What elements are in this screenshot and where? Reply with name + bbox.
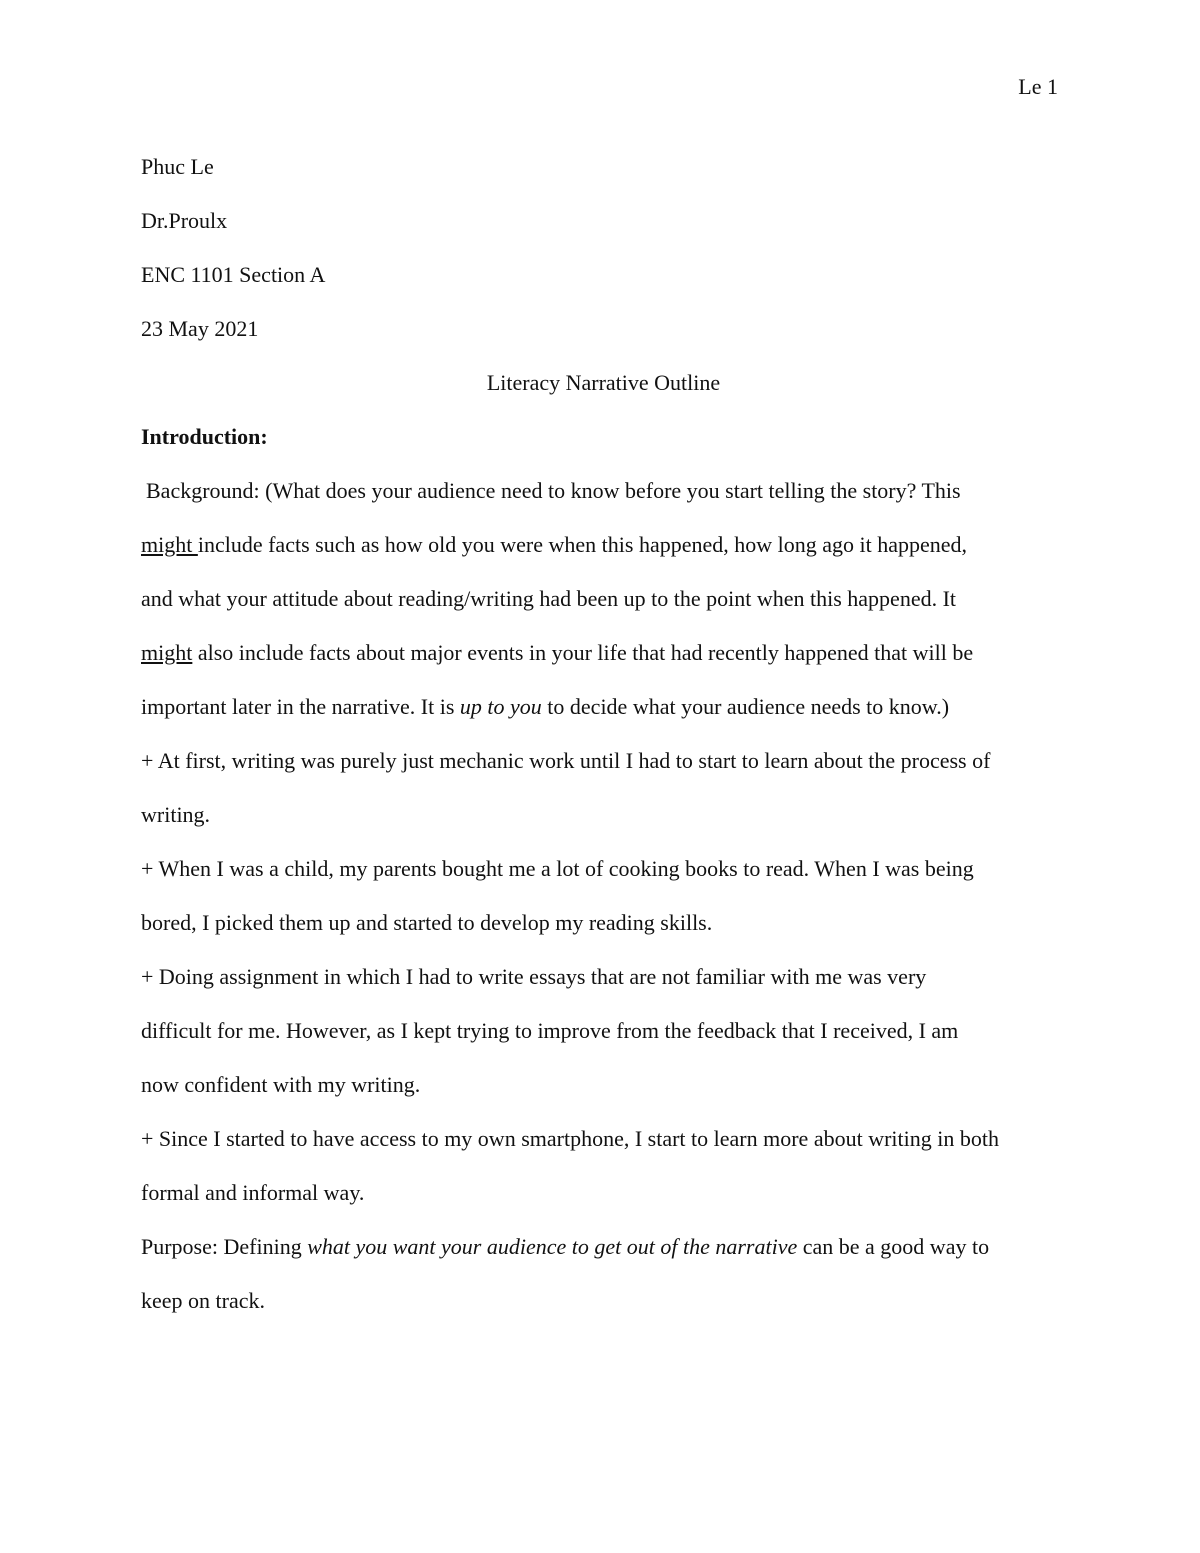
background-text: also include facts about major events in your life that had recently happened that will be: [192, 640, 974, 665]
section-heading: Introduction:: [141, 424, 268, 449]
background-text: (What does your audience need to know before you start telling the story? This: [265, 478, 961, 503]
underlined-word: might: [141, 532, 198, 557]
bullet-line: formal and informal way.: [141, 1180, 365, 1205]
document-body: [141, 140, 1066, 1328]
background-line: [141, 680, 1066, 734]
italic-phrase: what you want your audience to get out of the narrative: [307, 1234, 798, 1259]
purpose-text: can be a good way to: [797, 1234, 990, 1259]
course-name: ENC 1101 Section A: [141, 262, 326, 287]
background-text: important later in the narrative. It is: [141, 694, 460, 719]
document-title: Literacy Narrative Outline: [486, 370, 721, 395]
date: 23 May 2021: [141, 316, 259, 341]
bullet-line: + At first, writing was purely just mechanic work until I had to start to learn about the process of: [141, 748, 991, 773]
background-text: to decide what your audience needs to know.): [541, 694, 950, 719]
bullet-line: difficult for me. However, as I kept trying to improve from the feedback that I received, I am: [141, 1018, 959, 1043]
purpose-line: [141, 1220, 1066, 1274]
purpose-line: keep on track.: [141, 1288, 265, 1313]
bullet-line: + Since I started to have access to my own smartphone, I start to learn more about writing in both: [141, 1126, 999, 1151]
page-number: Le 1: [1018, 74, 1058, 99]
bullet-line: bored, I picked them up and started to develop my reading skills.: [141, 910, 713, 935]
background-line: [141, 518, 1066, 572]
background-text: include facts such as how old you were when this happened, how long ago it happened,: [197, 532, 968, 557]
background-line: and what your attitude about reading/writing had been up to the point when this happened. It: [141, 586, 957, 611]
background-label: Background:: [146, 478, 260, 503]
background-line: [141, 464, 1066, 518]
bullet-line: writing.: [141, 802, 211, 827]
underlined-word: might: [141, 640, 193, 665]
bullet-line: now confident with my writing.: [141, 1072, 421, 1097]
italic-phrase: up to you: [459, 694, 542, 719]
bullet-line: + Doing assignment in which I had to write essays that are not familiar with me was very: [141, 964, 927, 989]
instructor-name: Dr.Proulx: [141, 208, 228, 233]
purpose-text: Purpose: Defining: [141, 1234, 308, 1259]
student-name: Phuc Le: [141, 154, 214, 179]
background-line: [141, 626, 1066, 680]
bullet-line: + When I was a child, my parents bought me a lot of cooking books to read. When I was being: [141, 856, 974, 881]
